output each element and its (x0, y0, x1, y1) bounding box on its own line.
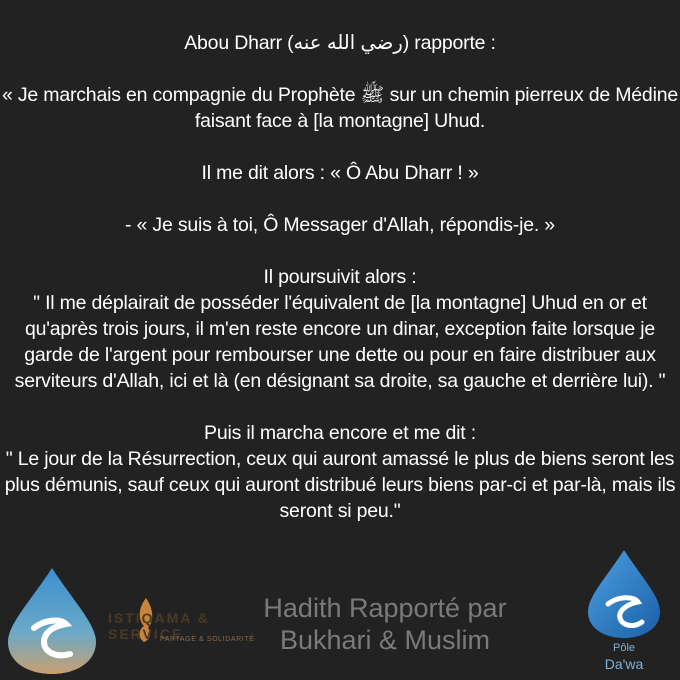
pole-label: Pôle (612, 642, 636, 654)
paragraph-speech (0, 264, 680, 394)
honorific-glyph: ﷺ (360, 84, 385, 106)
p5-body: " Il me déplairait de posséder l'équivalent de [la montagne] Uhud en or et qu'après trois jours, il m'en reste encore un dinar, exception faite lorsque je garde de l'argent pour rembourser une dette ou pour en faire distribuer aux serviteurs d'Allah, ici et là (en désignant sa droite, sa gauche et derrière lui). " (14, 292, 666, 392)
paragraph-resurrection (0, 420, 680, 524)
paragraph-walking (0, 82, 680, 134)
attribution-line2: Bukhari & Muslim (279, 625, 491, 655)
intro-line (0, 30, 680, 56)
left-drop-logo (4, 566, 100, 676)
intro-end: ) rapporte : (402, 32, 496, 54)
pole-dawa-logo (584, 548, 664, 674)
intro-start: Abou Dharr ( (184, 32, 294, 54)
p2-start: « Je marchais en compagnie du Prophète (2, 84, 361, 106)
p6-head: Puis il marcha encore et me dit : (204, 422, 476, 444)
brand-name: ISTIQAMA & SERVICE (108, 610, 210, 642)
blue-drop-icon (584, 548, 664, 640)
hadith-text (0, 30, 680, 524)
paragraph-call: Il me dit alors : « Ô Abu Dharr ! » (201, 162, 479, 184)
brand-tagline: PARTAGE & SOLIDARITÉ (160, 636, 255, 643)
p2-end: sur un chemin pierreux de Médine faisant face à [la montagne] Uhud. (194, 84, 678, 132)
hadith-attribution (220, 592, 550, 656)
attribution-line1: Hadith Rapporté par (263, 593, 507, 623)
p5-head: Il poursuivit alors : (263, 266, 417, 288)
intro-arabic: رضي الله عنه (293, 32, 403, 54)
p6-body: " Le jour de la Résurrection, ceux qui auront amassé le plus de biens seront les plus démunis, sauf ceux qui auront distribué leurs biens par-ci et par-là, mais ils seront si peu." (4, 448, 676, 522)
paragraph-reply: - « Je suis à toi, Ô Messager d'Allah, répondis-je. » (125, 214, 555, 236)
dawa-label: Da'wa (604, 656, 644, 672)
